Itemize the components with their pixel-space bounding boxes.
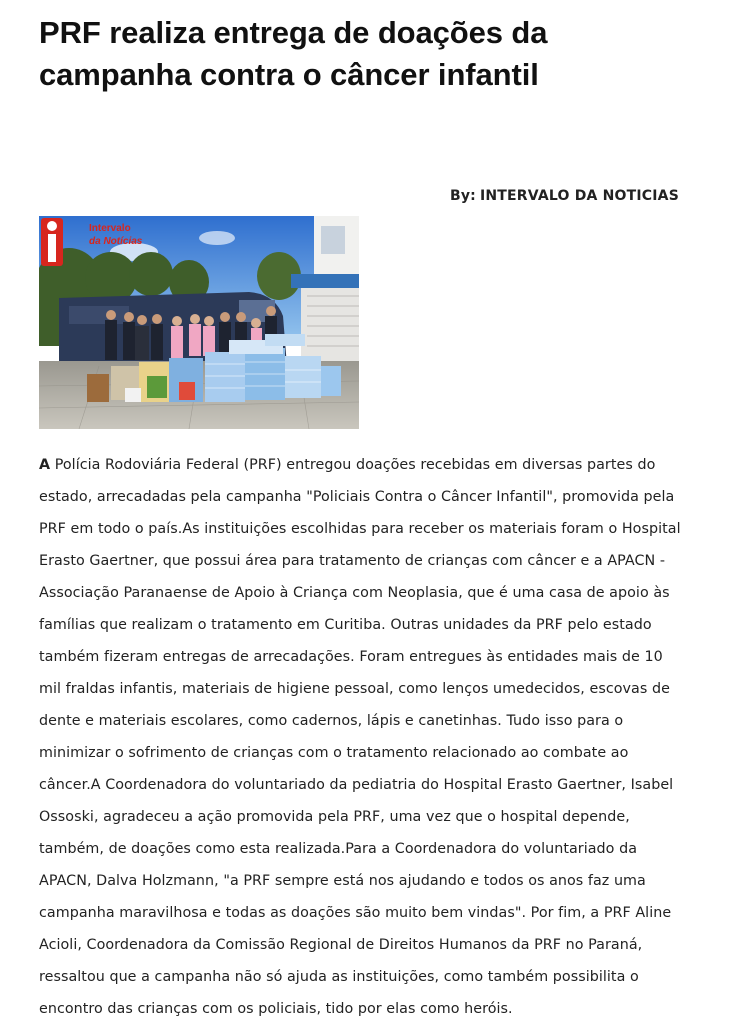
article-title: PRF realiza entrega de doações da campanha contra o câncer infantil [39,15,548,92]
svg-text:da Notícias: da Notícias [89,236,143,247]
photo-cloud [199,231,235,245]
article [39,12,681,1017]
body-text: Polícia Rodoviária Federal (PRF) entregou doações recebidas em diversas partes do estado, arrecadadas pela campanha "Policiais Contra o Câncer Infantil", promovida pela PRF em todo o país.As instituições escolhidas para receber os materiais foram o Hospital Erasto Gaertner, que possui área para tratamento de crianças com câncer e a APACN - Associação Paranaense de Apoio à Criança com Neoplasia, que é uma casa de apoio às famílias que realizam o tratamento em Curitiba. Outras unidades da PRF pelo estado também fizeram entregas de arrecadações. Foram entregues às entidades mais de 10 mil fraldas infantis, materiais de higiene pessoal, como lenços umedecidos, escovas de dente e materiais escolares, como cadernos, lápis e canetinhas. Tudo isso para o minimizar o sofrimento de crianças com o tratamento relacionado ao combate ao câncer.A Coordenadora do voluntariado da pediatria do Hospital Erasto Gaertner, Isabel Ossoski, agradeceu a ação promovida pela PRF, uma vez que o hospital depende, também, de doações como esta realizada.Para a Coordenadora do voluntariado da APACN, Dalva Holzmann, "a PRF sempre está nos ajudando e todos os anos faz uma campanha maravilhosa e todas as doações são muito bem vindas". Por fim, a PRF Aline Acioli, Coordenadora da Comissão Regional de Direitos Humanos da PRF no Paraná, ressaltou que a campanha não só ajuda as instituições, como também possibilita o encontro das crianças com os policiais, tido por elas como heróis. [39,457,681,1017]
article-photo [39,216,359,429]
article-body [39,449,687,1024]
svg-text:Intervalo: Intervalo [89,223,131,234]
body-drop-letter: A [39,457,51,473]
byline-prefix: By: [449,188,476,204]
byline-author: INTERVALO DA NOTICIAS [479,188,679,204]
byline [450,187,679,205]
